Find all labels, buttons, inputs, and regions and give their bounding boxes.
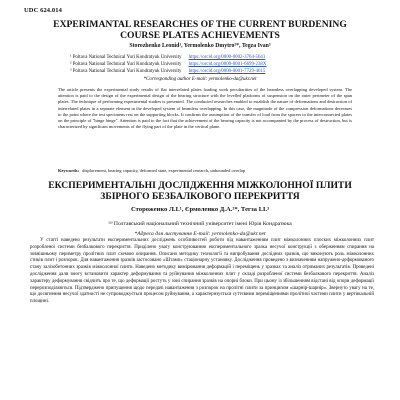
authors-ukrainian: Стороженко Л.І.¹, Єрмоленко Д.А.²*, Тегза І.І.³ [130,206,270,213]
affiliation-2 [70,62,266,67]
keywords-label: Keywords: [58,168,79,173]
abstract-ukrainian: У статті наведено результати експериментальних досліджень особливостей роботи під навантаженням плит міжколонних плоских міжколонних плит розробленої системи безбалкового перекриття. Приділено увагу конструюванню експериментального зразка несучої конструкції з оберженням спирання на зовнішньому периметру пролітних плит схемою опирання. Описано методику технології та випробування дослідних зразків, що виконують роль міжколонних стиків плит і розпорок. Для навантаження зразків застосовано «Штамп» стаціонарну установку. Дослідження проведено з визначенням напружено-деформованого стану залізобетонних зразків міжколонної плити. Наведено методику вимірювання деформацій і переміщень у зразках та аналіз отриманих результатів. Проведені дослідження дали змогу встановити характер деформування та руйнування міжколонних плит у складі розробленої системи безбалкового перекриття. Аналіз характеру деформування свідчить про те, що деформації ростуть у зоні спирання зразків на опорні блоки. При цьому із збільшенням відстані від опори деформації перерозподіляються. Підтверджено припущення щодо передачі навантаження з розпорок на пролітні плити за принципом «шарнір-шарнір». Звернуто увагу на те, що досягнення несучої здатності не супроводжується процесом руйнування, а характеризується суттєвими переміщеннями пролітної частини плити у вертикальній площині. [30,238,374,305]
authors-english: Storozhenko Leonid¹, Yermolenko Dmytro²*, Tegza Ivan³ [129,43,271,49]
affiliation-3 [70,69,265,74]
corresponding-email-ukrainian: *Адреса для листування E-mail: yermolenko-da@ukr.net [134,231,266,237]
affiliation-1-text: ¹ Poltava National Technical Yuri Kondratyuk University [70,55,182,60]
affiliation-2-text: ² Poltava National Technical Yuri Kondratyuk University [70,62,182,67]
corresponding-email-english: *Corresponding author E-mail: yermolenko-da@ukr.net [143,77,257,82]
affiliation-1 [70,55,265,60]
orcid-link-2[interactable]: https://orcid.org/0000-0001-6699-238X [188,62,267,67]
affiliation-3-text: ³ Poltava National Technical Yuri Kondratyuk University [70,69,182,74]
title-ukrainian: ЕКСПЕРИМЕНТАЛЬНІ ДОСЛІДЖЕННЯ МІЖКОЛОННОЇ ПЛИТИ ЗБІРНОГО БЕЗБАЛКОВОГО ПЕРЕКРИТТЯ [48,180,352,202]
orcid-link-1[interactable]: https://orcid.org/0000-0002-3764-5641 [188,55,266,60]
keywords-text: displacement, bearing capacity, deformed state, experimental research, unbounded overlap [82,168,246,173]
udc-code: UDC 624.014 [24,7,62,14]
orcid-link-3[interactable]: https://orcid.org/0000-0001-7729-4615 [188,69,266,74]
affiliation-ukrainian: ¹ʲ³ Полтавський національний технічний університет імені Юрія Кондратюка [108,221,292,227]
title-english: EXPERIMANTAL RESEARCHES OF THE CURRENT BURDENING COURSE PLATES ACHIEVEMENTS [53,19,347,41]
keywords-english [58,168,352,173]
abstract-english: The article presents the experimental study results of flat interrelated plates loading work peculiarities of the beamless overlapping developed system. The attention is paid to the design of the experimental design of the bearing structure with the levelled platforms of suspension on the outer perimeter of the span plates. The technique of performing experimental studies is presented. The conducted researches enabled to establish the nature of deformations and destruction of interrelated plates in a separate element in the developed system of beamless overlapping. In this case, the magnitude of the compression deformations decreases to the point where the test specimens rest on the supporting blocks. It confirms the assumption of the transfer of load from the spacers to the interconnected plates on the principle of "hinge hinge". Attention is paid to the fact that the achievement of the bearing capacity is not accompanied by the process of destruction, but is characterized by significant movements of the flying part of the plate in the vertical plane. [58,87,352,130]
